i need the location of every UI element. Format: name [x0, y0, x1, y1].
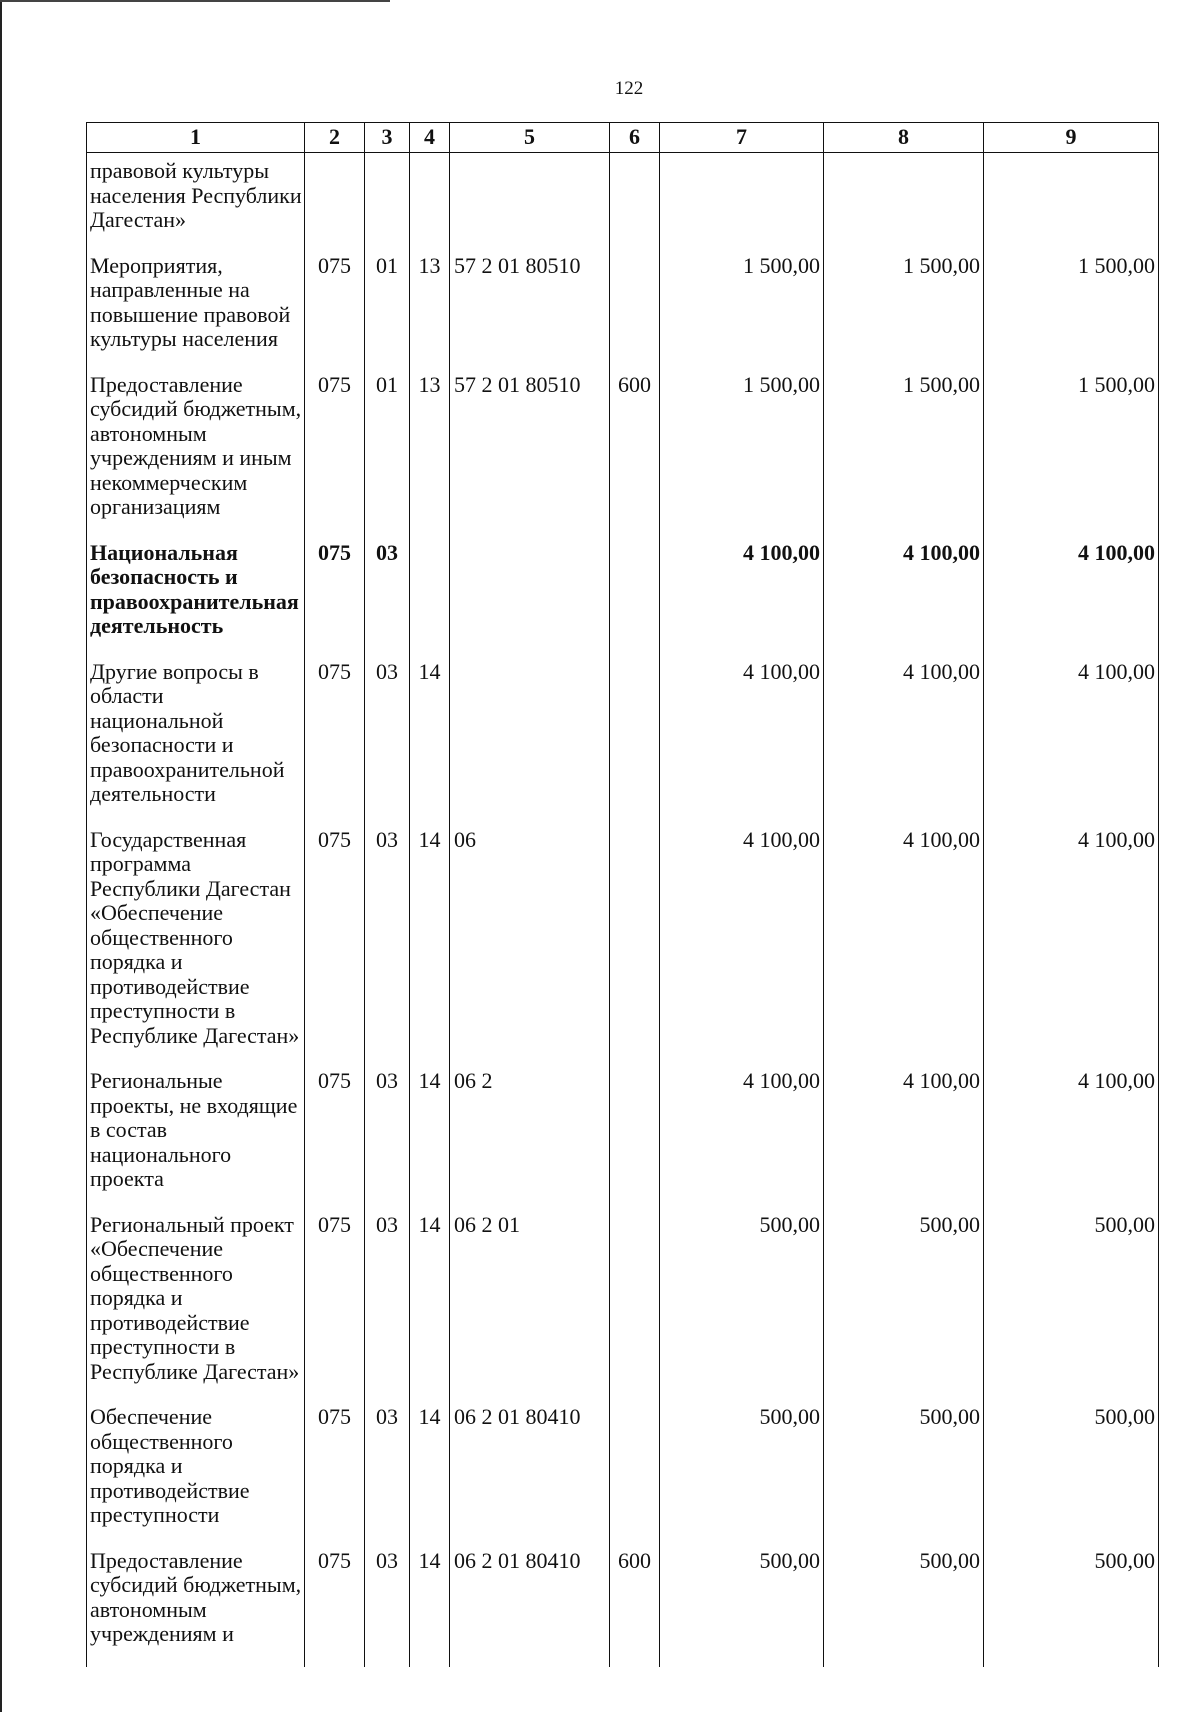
row-subsection-code	[410, 153, 450, 253]
row-value-8: 500,00	[824, 1404, 984, 1548]
row-name: Предоставление субсидий бюджетным, автономным учреждениям и	[87, 1548, 305, 1667]
row-value-8: 500,00	[824, 1212, 984, 1405]
row-value-8: 4 100,00	[824, 540, 984, 659]
row-target-code	[450, 153, 610, 253]
row-subsection-code: 14	[410, 659, 450, 827]
row-section-code: 03	[365, 1404, 410, 1548]
table-header	[87, 123, 1159, 153]
row-target-code: 06 2 01	[450, 1212, 610, 1405]
row-value-9: 4 100,00	[984, 1068, 1159, 1212]
row-value-8: 1 500,00	[824, 372, 984, 540]
row-section-code: 01	[365, 253, 410, 372]
row-admin-code: 075	[305, 372, 365, 540]
row-section-code: 03	[365, 827, 410, 1069]
row-section-code: 03	[365, 659, 410, 827]
column-header-9: 9	[984, 123, 1159, 153]
row-admin-code: 075	[305, 659, 365, 827]
row-target-code: 06 2 01 80410	[450, 1548, 610, 1667]
row-section-code	[365, 153, 410, 253]
table-row	[87, 153, 1159, 253]
row-expense-type	[610, 540, 660, 659]
row-admin-code	[305, 153, 365, 253]
row-admin-code: 075	[305, 1212, 365, 1405]
page-left-edge	[0, 0, 2, 1712]
row-expense-type: 600	[610, 1548, 660, 1667]
row-target-code: 57 2 01 80510	[450, 253, 610, 372]
row-value-9: 500,00	[984, 1548, 1159, 1667]
row-value-7: 4 100,00	[660, 659, 824, 827]
table-row	[87, 659, 1159, 827]
row-value-7: 500,00	[660, 1548, 824, 1667]
row-value-9: 4 100,00	[984, 540, 1159, 659]
row-value-7: 500,00	[660, 1212, 824, 1405]
table-row	[87, 1212, 1159, 1405]
row-subsection-code: 14	[410, 1548, 450, 1667]
row-expense-type	[610, 827, 660, 1069]
row-admin-code: 075	[305, 1404, 365, 1548]
table-row	[87, 1068, 1159, 1212]
table-row	[87, 827, 1159, 1069]
row-admin-code: 075	[305, 1068, 365, 1212]
row-subsection-code: 14	[410, 827, 450, 1069]
row-target-code: 06 2 01 80410	[450, 1404, 610, 1548]
table-row	[87, 253, 1159, 372]
row-target-code: 57 2 01 80510	[450, 372, 610, 540]
row-admin-code: 075	[305, 253, 365, 372]
column-header-8: 8	[824, 123, 984, 153]
row-name: Региональные проекты, не входящие в состав национального проекта	[87, 1068, 305, 1212]
row-value-9: 500,00	[984, 1404, 1159, 1548]
row-admin-code: 075	[305, 1548, 365, 1667]
row-name: Мероприятия, направленные на повышение правовой культуры населения	[87, 253, 305, 372]
row-name: правовой культуры населения Республики Дагестан»	[87, 153, 305, 253]
row-target-code	[450, 540, 610, 659]
row-value-8: 500,00	[824, 1548, 984, 1667]
column-header-4: 4	[410, 123, 450, 153]
table-row	[87, 540, 1159, 659]
row-value-8: 1 500,00	[824, 253, 984, 372]
row-expense-type	[610, 659, 660, 827]
row-value-9: 1 500,00	[984, 253, 1159, 372]
row-value-8	[824, 153, 984, 253]
row-name: Государственная программа Республики Дагестан «Обеспечение общественного порядка и противодействие преступности в Республике Дагестан»	[87, 827, 305, 1069]
column-header-3: 3	[365, 123, 410, 153]
row-value-7: 4 100,00	[660, 1068, 824, 1212]
page-number: 122	[614, 78, 644, 99]
row-expense-type	[610, 1212, 660, 1405]
table-row	[87, 1404, 1159, 1548]
row-name: Обеспечение общественного порядка и противодействие преступности	[87, 1404, 305, 1548]
row-section-code: 01	[365, 372, 410, 540]
row-expense-type	[610, 253, 660, 372]
row-expense-type	[610, 1068, 660, 1212]
row-value-8: 4 100,00	[824, 1068, 984, 1212]
row-admin-code: 075	[305, 827, 365, 1069]
table-row	[87, 1548, 1159, 1667]
row-target-code: 06 2	[450, 1068, 610, 1212]
row-value-9: 1 500,00	[984, 372, 1159, 540]
column-header-7: 7	[660, 123, 824, 153]
row-value-7	[660, 153, 824, 253]
row-name: Предоставление субсидий бюджетным, автономным учреждениям и иным некоммерческим организациям	[87, 372, 305, 540]
budget-table	[86, 122, 1159, 1667]
header-row	[87, 123, 1159, 153]
row-value-9: 500,00	[984, 1212, 1159, 1405]
row-section-code: 03	[365, 1068, 410, 1212]
row-value-8: 4 100,00	[824, 659, 984, 827]
row-section-code: 03	[365, 1548, 410, 1667]
row-subsection-code: 14	[410, 1068, 450, 1212]
row-value-9: 4 100,00	[984, 659, 1159, 827]
row-value-7: 500,00	[660, 1404, 824, 1548]
row-target-code: 06	[450, 827, 610, 1069]
row-name: Региональный проект «Обеспечение общественного порядка и противодействие преступности в Республике Дагестан»	[87, 1212, 305, 1405]
row-expense-type	[610, 153, 660, 253]
row-value-7: 4 100,00	[660, 540, 824, 659]
row-value-9	[984, 153, 1159, 253]
row-subsection-code: 13	[410, 253, 450, 372]
row-subsection-code: 14	[410, 1212, 450, 1405]
row-section-code: 03	[365, 540, 410, 659]
table-row	[87, 372, 1159, 540]
row-value-7: 4 100,00	[660, 827, 824, 1069]
row-expense-type: 600	[610, 372, 660, 540]
row-subsection-code	[410, 540, 450, 659]
row-value-9: 4 100,00	[984, 827, 1159, 1069]
column-header-6: 6	[610, 123, 660, 153]
column-header-2: 2	[305, 123, 365, 153]
row-subsection-code: 13	[410, 372, 450, 540]
row-subsection-code: 14	[410, 1404, 450, 1548]
column-header-1: 1	[87, 123, 305, 153]
row-value-7: 1 500,00	[660, 253, 824, 372]
page-top-edge	[0, 0, 390, 2]
row-section-code: 03	[365, 1212, 410, 1405]
column-header-5: 5	[450, 123, 610, 153]
row-admin-code: 075	[305, 540, 365, 659]
row-target-code	[450, 659, 610, 827]
row-name: Национальная безопасность и правоохранительная деятельность	[87, 540, 305, 659]
table-body	[87, 153, 1159, 1667]
row-value-8: 4 100,00	[824, 827, 984, 1069]
row-value-7: 1 500,00	[660, 372, 824, 540]
row-name: Другие вопросы в области национальной безопасности и правоохранительной деятельности	[87, 659, 305, 827]
row-expense-type	[610, 1404, 660, 1548]
